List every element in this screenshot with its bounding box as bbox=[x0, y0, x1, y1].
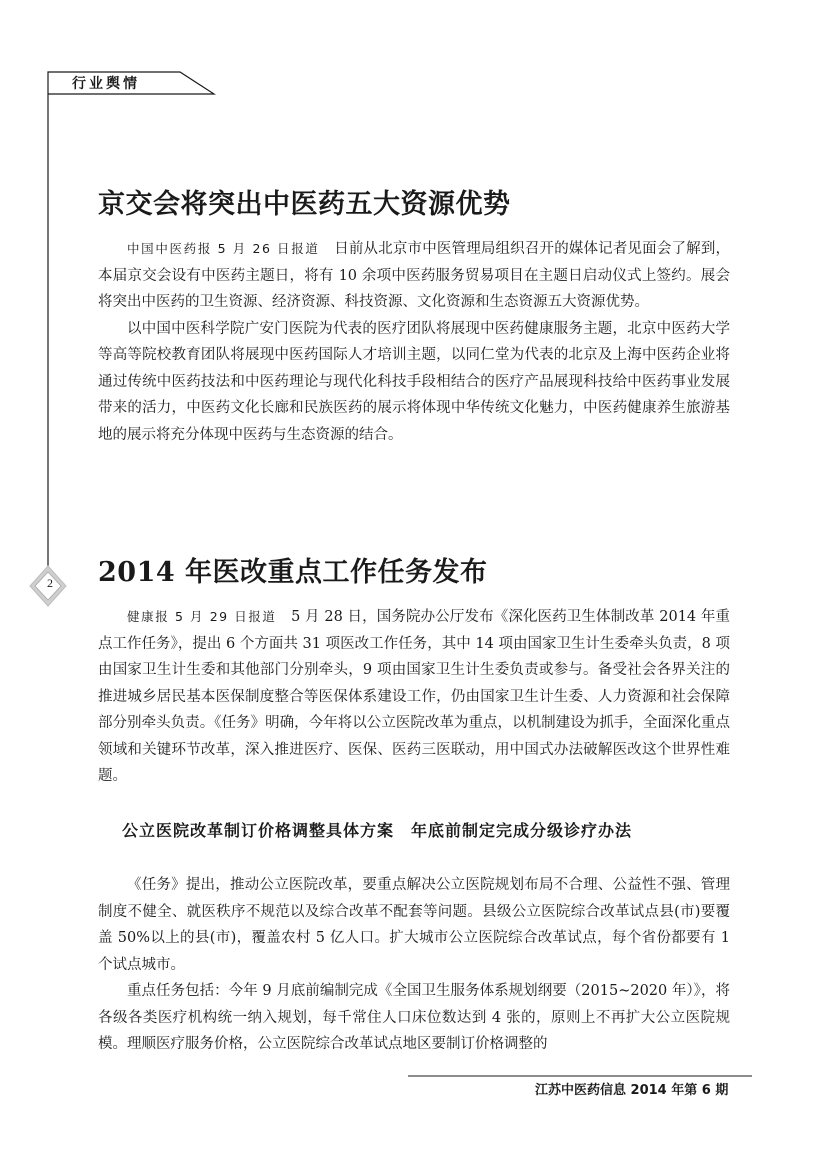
article-2-source-lead: 健康报 5 月 29 日报道 bbox=[127, 609, 277, 624]
footer-publication: 江苏中医药信息 2014 年第 6 期 bbox=[535, 1083, 729, 1098]
article-2-paragraph-3: 重点任务包括：今年 9 月底前编制完成《全国卫生服务体系规划纲要（2015~2020 年）》，将各级各类医疗机构统一纳入规划，每千常住人口床位数达到 4 张的，原则上不再扩大公立医院规模。理顺医疗服务价格，公立医院综合改革试点地区要制订价格调整的 bbox=[98, 983, 730, 1052]
article-2-paragraph-2: 《任务》提出，推动公立医院改革，要重点解决公立医院规划布局不合理、公益性不强、管理制度不健全、就医秩序不规范以及综合改革不配套等问题。县级公立医院综合改革试点县(市)要覆盖 50%以上的县(市)，覆盖农村 5 亿人口。扩大城市公立医院综合改革试点，每个省份都要有 1 个试点城市。 bbox=[98, 877, 730, 973]
page-number: 2 bbox=[47, 576, 53, 590]
article-2-body bbox=[98, 604, 730, 790]
article-2-paragraph-1-text: 5 月 28 日，国务院办公厅发布《深化医药卫生体制改革 2014 年重点工作任务》，提出 6 个方面共 31 项医改工作任务，其中 14 项由国家卫生计生委牵头负责，8 项由国家卫生计生委和其他部门分别牵头，9 项由国家卫生计生委负责或参与。备受社会各界关注的推进城乡居民基本医保制度整合等医保体系建设工作，仍由国家卫生计生委、人力资源和社会保障部分别牵头负责。《任务》明确，今年将以公立医院改革为重点，以机制建设为抓手，全面深化重点领域和关键环节改革，深入推进医疗、医保、医药三医联动，用中国式办法破解医改这个世界性难题。 bbox=[98, 609, 730, 784]
article-2-body-continued bbox=[98, 872, 730, 1058]
article-1-source-lead: 中国中医药报 5 月 26 日报道 bbox=[127, 241, 320, 256]
article-2-subheading: 公立医院改革制订价格调整具体方案 年底前制定完成分级诊疗办法 bbox=[122, 821, 633, 840]
article-1-title: 京交会将突出中医药五大资源优势 bbox=[98, 189, 511, 220]
section-tab-label: 行业舆情 bbox=[72, 76, 140, 92]
article-1-paragraph-1-text: 日前从北京市中医管理局组织召开的媒体记者见面会了解到，本届京交会设有中医药主题日，将有 10 余项中医药服务贸易项目在主题日启动仪式上签约。展会将突出中医药的卫生资源、经济资源、科技资源、文化资源和生态资源五大资源优势。 bbox=[98, 241, 730, 310]
article-2-paragraph-1 bbox=[98, 604, 730, 790]
article-1-paragraph-1 bbox=[98, 236, 730, 316]
article-2-title: 2014 年医改重点工作任务发布 bbox=[98, 557, 488, 588]
article-1-body bbox=[98, 236, 730, 448]
article-1-paragraph-2: 以中国中医科学院广安门医院为代表的医疗团队将展现中医药健康服务主题，北京中医药大学等高等院校教育团队将展现中医药国际人才培训主题，以同仁堂为代表的北京及上海中医药企业将通过传统中医药技法和中医药理论与现代化科技手段相结合的医疗产品展现科技给中医药事业发展带来的活力，中医药文化长廊和民族医药的展示将体现中华传统文化魅力，中医药健康养生旅游基地的展示将充分体现中医药与生态资源的结合。 bbox=[98, 320, 730, 443]
